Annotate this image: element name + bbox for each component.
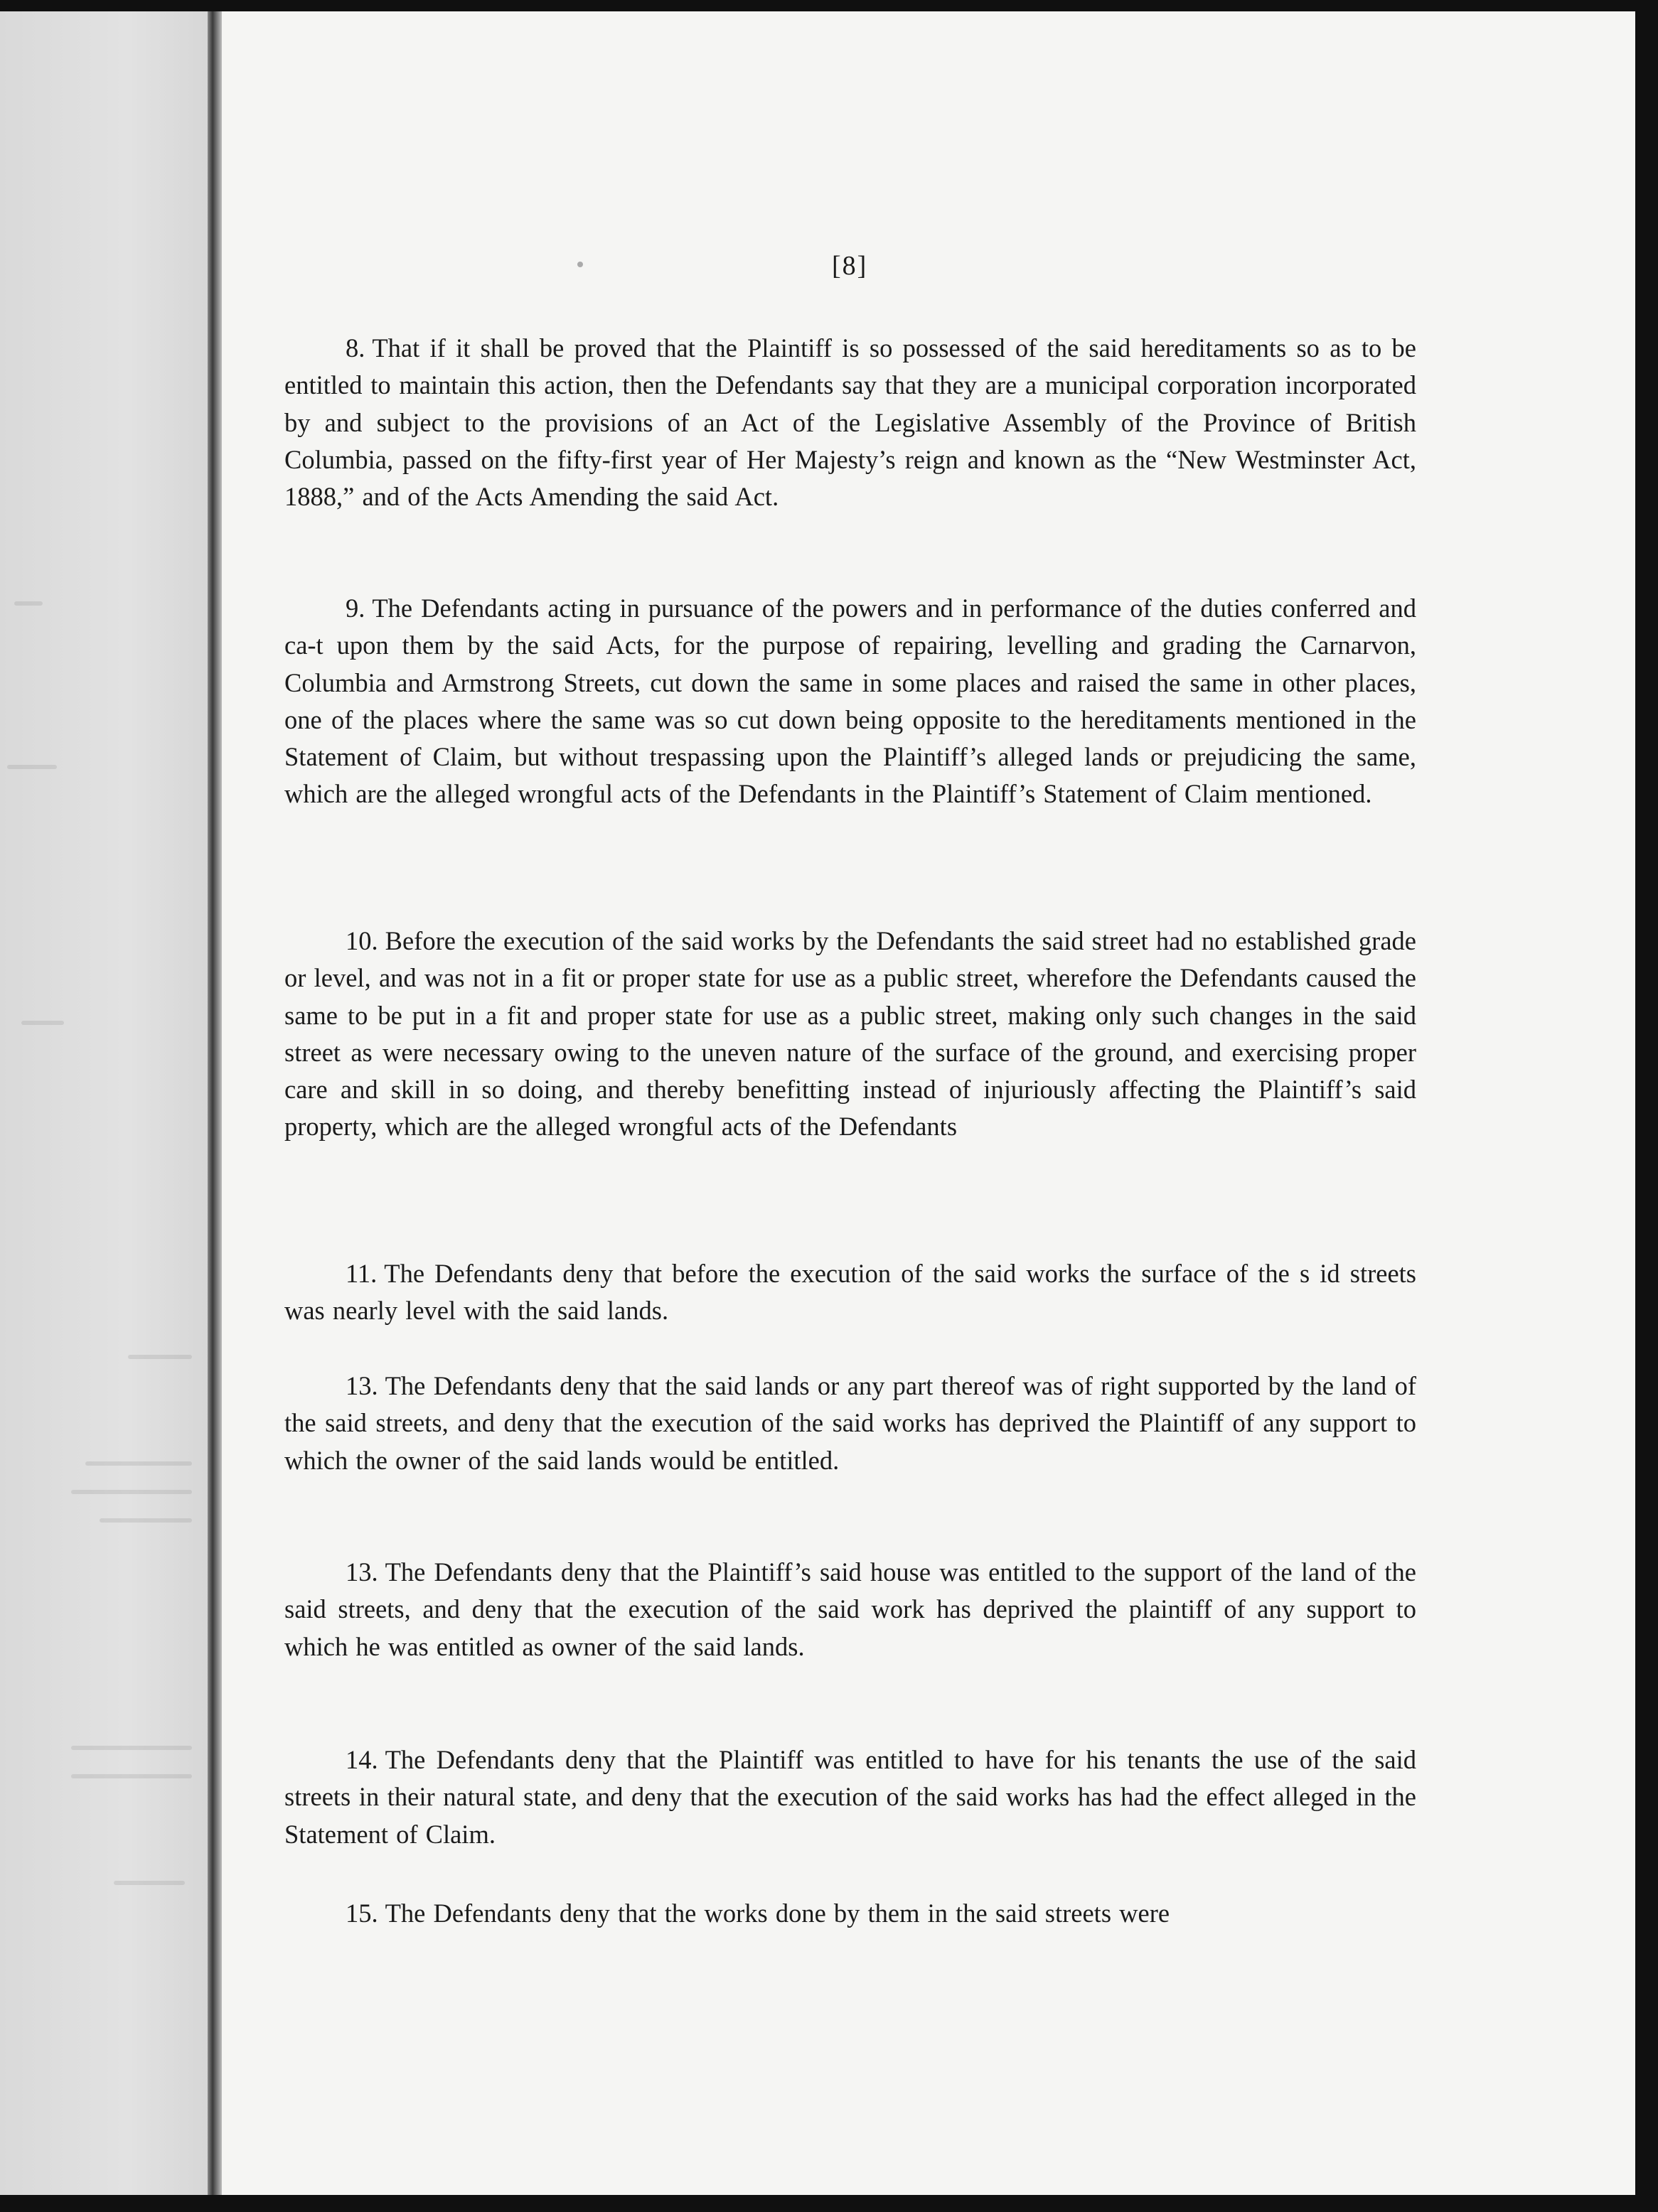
paragraph-text: The Defendants deny that before the execution of the said works the surface of the s id streets was nearly level with the said lands. xyxy=(284,1259,1416,1326)
paragraph-11 xyxy=(284,1255,1416,1330)
paragraph-number: 14. xyxy=(346,1745,378,1774)
paragraph-number: 13. xyxy=(346,1557,378,1586)
paragraph-text: The Defendants deny that the Plaintiff was entitled to have for his tenants the use of the said streets in their natural state, and deny that the execution of the said works has had the effect alleged in the Statement of Claim. xyxy=(284,1745,1416,1849)
book-gutter xyxy=(208,11,222,2195)
paragraph-number: 15. xyxy=(346,1899,378,1928)
paragraph-9 xyxy=(284,590,1416,813)
paragraph-13 xyxy=(284,1554,1416,1665)
paragraph-10 xyxy=(284,923,1416,1146)
paragraph-text: The Defendants deny that the Plaintiff’s said house was entitled to the support of the land of the said streets, and deny that the execution of the said work has deprived the plaintiff of any support to which he was entitled as owner of the said lands. xyxy=(284,1557,1416,1661)
page-number: [8] xyxy=(832,251,868,281)
page-speck xyxy=(577,262,583,267)
paragraph-text: The Defendants acting in pursuance of the powers and in performance of the duties conferred and ca-t upon them by the said Acts, for the purpose of repairing, levelling and grading the Carnarvon, Columbia and Armstrong Streets, cut down the same in some places and raised the same in other places, one of the places where the same was so cut down being opposite to the hereditaments mentioned in the Statement of Claim, but without trespassing upon the Plaintiff’s alleged lands or prejudicing the same, which are the alleged wrongful acts of the Defendants in the Plaintiff’s Statement of Claim mentioned. xyxy=(284,594,1416,809)
scan-border-bottom xyxy=(0,2195,1658,2212)
scan-border-right xyxy=(1635,0,1658,2212)
paragraph-text: The Defendants deny that the said lands or any part thereof was of right supported by the land of the said streets, and deny that the execution of the said works has deprived the Plaintiff of any support to which the owner of the said lands would be entitled. xyxy=(284,1371,1416,1475)
paragraph-number: 13. xyxy=(346,1371,378,1400)
scan-border-top xyxy=(0,0,1658,11)
paragraph-text: That if it shall be proved that the Plaintiff is so possessed of the said hereditaments so as to be entitled to maintain this action, then the Defendants say that they are a municipal corporation incorporated by and subject to the provisions of an Act of the Legislative Assembly of the Province of British Columbia, passed on the fifty-first year of Her Majesty’s reign and known as the “New Westminster Act, 1888,” and of the Acts Amending the said Act. xyxy=(284,333,1416,512)
paragraph-text: The Defendants deny that the works done by them in the said streets were xyxy=(385,1899,1170,1928)
paragraph-14 xyxy=(284,1741,1416,1853)
paragraph-number: 8. xyxy=(346,333,365,363)
paragraph-15 xyxy=(284,1895,1416,1932)
facing-page-bleed-through xyxy=(0,11,212,2195)
paragraph-12 xyxy=(284,1368,1416,1479)
paragraph-8 xyxy=(284,330,1416,515)
paragraph-text: Before the execution of the said works by the Defendants the said street had no established grade or level, and was not in a fit or proper state for use as a public street, wherefore the Defendants caused the same to be put in a fit and proper state for use as a public street, making only such changes in the said street as were necessary owing to the uneven nature of the surface of the ground, and exercising proper care and skill in so doing, and thereby benefitting instead of injuriously affecting the Plaintiff’s said property, which are the alleged wrongful acts of the Defendants xyxy=(284,926,1416,1142)
paragraph-number: 9. xyxy=(346,594,365,623)
paragraph-number: 11. xyxy=(346,1259,378,1288)
paragraph-number: 10. xyxy=(346,926,378,955)
